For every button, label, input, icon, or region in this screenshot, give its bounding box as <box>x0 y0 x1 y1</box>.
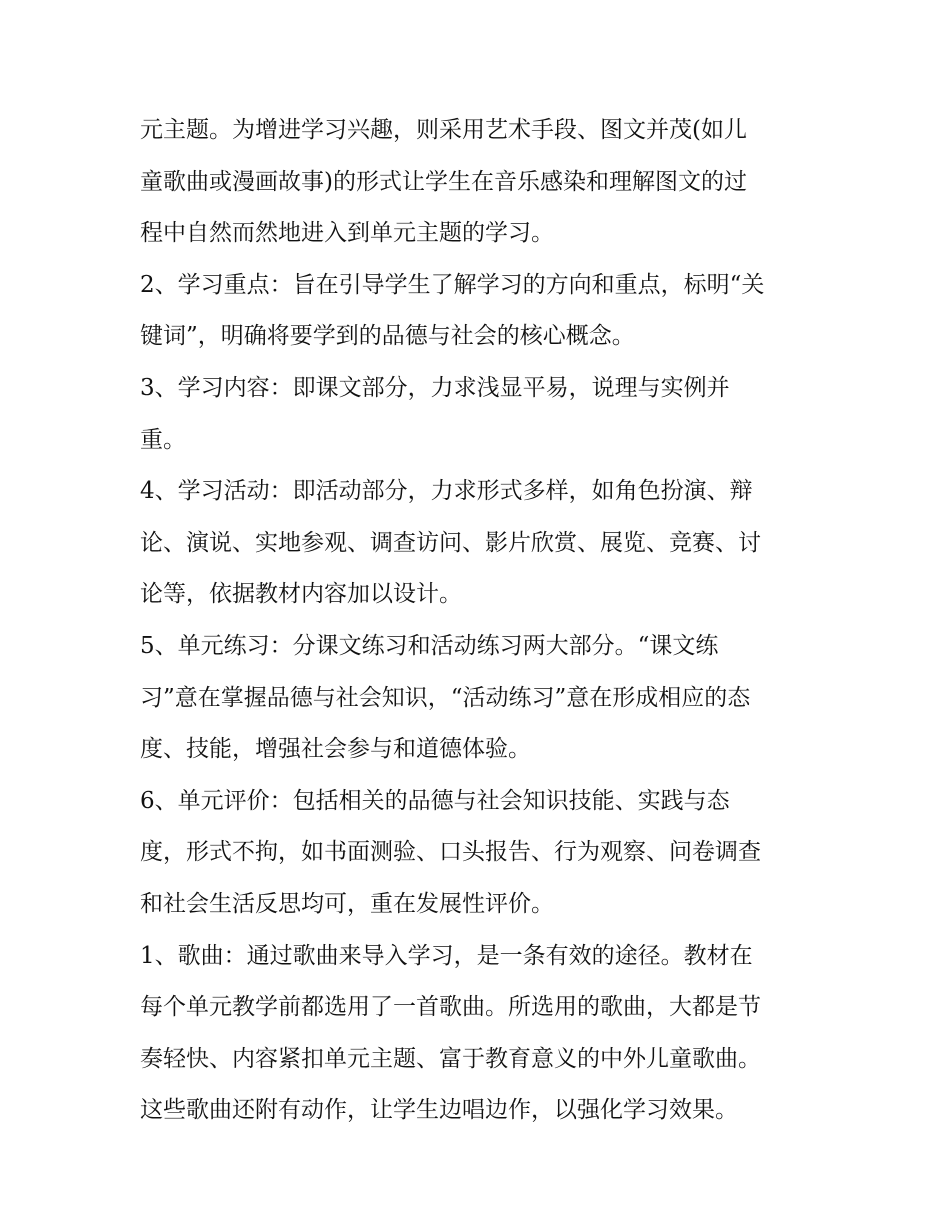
text-line: 论等，依据教材内容加以设计。 <box>140 581 462 608</box>
text-line: 3、学习内容：即课文部分，力求浅显平易，说理与实例并 <box>140 374 730 401</box>
text-line: 键词”，明确将要学到的品德与社会的核心概念。 <box>140 323 635 350</box>
text-line: 5、单元练习：分课文练习和活动练习两大部分。“课文练 <box>140 632 719 659</box>
text-line: 重。 <box>140 426 186 453</box>
text-line: 1、歌曲：通过歌曲来导入学习，是一条有效的途径。教材在 <box>140 942 753 969</box>
text-line: 程中自然而然地进入到单元主题的学习。 <box>140 220 554 247</box>
text-line: 奏轻快、内容紧扣单元主题、富于教育意义的中外儿童歌曲。 <box>140 1045 761 1072</box>
body-text <box>140 105 820 1137</box>
text-line: 度、技能，增强社会参与和道德体验。 <box>140 736 531 763</box>
text-line: 和社会生活反思均可，重在发展性评价。 <box>140 890 554 917</box>
text-line: 论、演说、实地参观、调查访问、影片欣赏、展览、竞赛、讨 <box>140 529 761 556</box>
text-line: 6、单元评价：包括相关的品德与社会知识技能、实践与态 <box>140 787 730 814</box>
text-line: 习”意在掌握品德与社会知识，“活动练习”意在形成相应的态 <box>140 684 751 711</box>
text-line: 元主题。为增进学习兴趣，则采用艺术手段、图文并茂(如儿 <box>140 117 747 143</box>
text-line: 4、学习活动：即活动部分，力求形式多样，如角色扮演、辩 <box>140 478 753 505</box>
text-line: 度，形式不拘，如书面测验、口头报告、行为观察、问卷调查 <box>140 839 761 866</box>
text-line: 童歌曲或漫画故事)的形式让学生在音乐感染和理解图文的过 <box>140 168 747 195</box>
text-line: 每个单元教学前都选用了一首歌曲。所选用的歌曲，大都是节 <box>140 994 761 1021</box>
text-line: 2、学习重点：旨在引导学生了解学习的方向和重点，标明“关 <box>140 271 765 298</box>
text-line: 这些歌曲还附有动作，让学生边唱边作，以强化学习效果。 <box>140 1097 738 1124</box>
